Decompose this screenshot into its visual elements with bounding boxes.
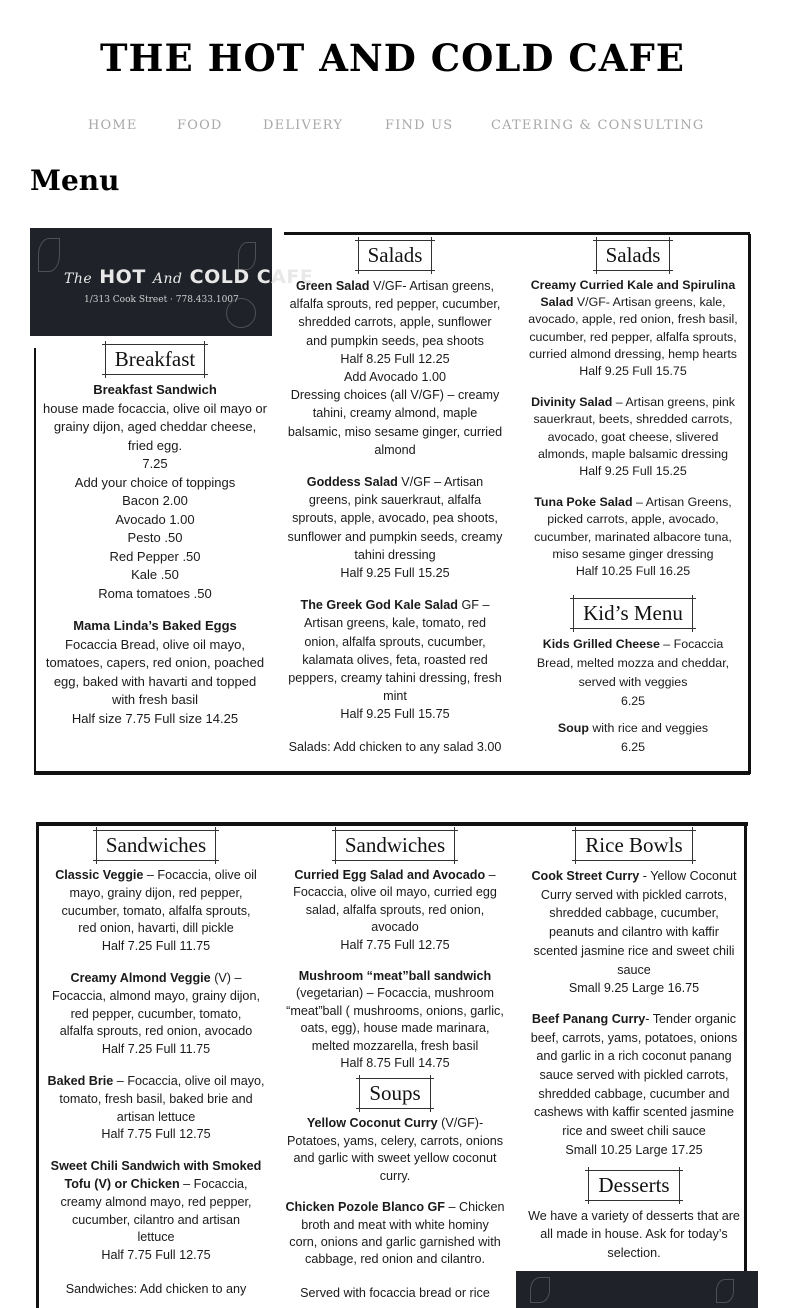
menu-item-line: alfalfa sprouts, red onion, avocado [59, 1024, 253, 1039]
menu-item-line: egg, baked with havarti and topped [53, 673, 257, 689]
menu-item-line: Focaccia, almond mayo, grainy dijon, [52, 988, 260, 1003]
menu-item-name: Baked Brie [47, 1073, 114, 1088]
leaf-icon [530, 1277, 550, 1303]
board-edge-left [34, 348, 36, 774]
board-edge-top [36, 822, 748, 826]
site-title[interactable]: THE HOT AND COLD CAFE [100, 36, 685, 80]
menu-item-line: Chicken Pozole Blanco GF – Chicken [285, 1200, 505, 1215]
soups-footer-note: Served with focaccia bread or rice [300, 1285, 490, 1300]
menu-item-line: salad, alfalfa sprouts, red onion, [305, 902, 485, 917]
board-edge-left [36, 826, 39, 1308]
menu-item-line: cucumber, red pepper, alfalfa sprouts, [529, 329, 737, 344]
menu-item-line: rice and sweet chili sauce [562, 1124, 706, 1139]
menu-item-name: Mushroom “meat”ball sandwich [298, 969, 492, 984]
menu-item-line: Salad V/GF- Artisan greens, kale, [540, 295, 726, 310]
menu-item-line: sauerkraut, beets, shredded carrots, [533, 412, 733, 427]
menu-item-line: greens, pink sauerkraut, alfalfa [308, 493, 482, 508]
menu-item-name: Tuna Poke Salad [534, 495, 633, 510]
salads-section-2 [516, 240, 750, 757]
menu-item-line: shredded cabbage, cucumber, [549, 906, 719, 921]
menu-item-line: served with veggies [578, 675, 688, 690]
nav-home[interactable]: HOME [88, 118, 138, 133]
menu-item-line: sunflower and pumpkin seeds, creamy [287, 529, 503, 544]
menu-item-line: and garlic in a rich coconut panang [536, 1049, 732, 1064]
menu-item-line: almonds, maple balsamic dressing [537, 446, 729, 461]
menu-item-name: Chicken Pozole Blanco GF [285, 1200, 446, 1215]
topping-option: Bacon 2.00 [122, 493, 188, 508]
menu-item-line: grainy dijon, aged cheddar cheese, [53, 419, 257, 434]
topping-option: Red Pepper .50 [109, 548, 201, 564]
main-nav [0, 118, 785, 138]
topping-option: Roma tomatoes .50 [98, 585, 212, 601]
menu-item-line: Bread, melted mozza and cheddar, [536, 656, 730, 671]
menu-item-line: Potatoes, yams, celery, carrots, onions [286, 1133, 504, 1148]
menu-item-name: The Greek God Kale Salad [300, 598, 458, 613]
banner-subtitle: 1/313 Cook Street · 778.433.1007 [84, 295, 239, 305]
menu-item-price: Half size 7.75 Full size 14.25 [71, 710, 239, 726]
menu-item-name: Soup [557, 721, 589, 736]
menu-item-line: “meat”ball ( mushrooms, onions, garlic, [286, 1003, 504, 1018]
salads-section-1 [278, 240, 512, 756]
menu-item-line: fried egg. [127, 437, 183, 453]
menu-item-name: Sweet Chili Sandwich with Smoked [50, 1159, 262, 1174]
breakfast-section [38, 344, 272, 728]
nav-find-us[interactable]: FIND US [385, 118, 454, 133]
menu-item-price: Half 7.25 Full 11.75 [101, 1042, 211, 1057]
menu-item-line: Focaccia, olive oil mayo, curried egg [293, 885, 497, 900]
menu-item-name: Goddess Salad [306, 475, 398, 490]
menu-item-line: Dressing choices (all V/GF) – creamy [290, 388, 500, 403]
soups-title: Soups [359, 1078, 430, 1109]
nav-delivery[interactable]: DELIVERY [263, 118, 344, 133]
menu-item-line: cucumber, tomato, alfalfa sprouts, [61, 903, 251, 918]
kids-menu-title: Kid’s Menu [573, 598, 693, 629]
sandwiches-footer-note: Sandwiches: Add chicken to any [65, 1281, 247, 1296]
menu-item-line: sauce [617, 962, 651, 977]
menu-item-line: tomatoes, capers, red onion, poached [45, 655, 265, 670]
menu-item-line: curried almond dressing, hemp hearts [529, 346, 737, 361]
nav-catering-consulting[interactable]: CATERING & CONSULTING [491, 118, 705, 133]
menu-item-line: cucumber, marinated albacore tuna, [534, 529, 732, 544]
menu-item-line: curry. [379, 1168, 411, 1183]
menu-item-line: Beef Panang Curry- Tender organic [531, 1011, 737, 1026]
menu-item-line: Soup with rice and veggies [557, 721, 709, 736]
sandwiches-section-2 [278, 830, 512, 1302]
menu-item-line: Baked Brie – Focaccia, olive oil mayo, [47, 1073, 265, 1088]
menu-item-line: red pepper, cucumber, tomato, [70, 1006, 242, 1021]
menu-item-line: scented jasmine rice and sweet chili [533, 943, 735, 958]
menu-item-line: beef, carrots, yams, potatoes, onions [530, 1030, 738, 1045]
menu-item-line: The Greek God Kale Salad GF – [300, 598, 490, 613]
menu-item-line: and pumpkin seeds, pea shoots [306, 333, 484, 348]
menu-item-line: lettuce [137, 1230, 175, 1245]
menu-item-name: Classic Veggie [55, 868, 144, 882]
menu-item-line: Artisan greens, kale, tomato, red [303, 616, 486, 631]
menu-item-line: broth and meat with white hominy [301, 1217, 489, 1232]
board-edge-bottom [34, 771, 750, 775]
menu-item-line: Curry served with pickled carrots, [540, 887, 728, 902]
menu-item-line: artisan lettuce [116, 1109, 196, 1124]
menu-item-line: picked carrots, apple, avocado, [547, 512, 719, 527]
menu-item-line: shredded carrots, apple, sunflower [298, 315, 492, 330]
leaf-icon [38, 238, 60, 272]
menu-item-price: Half 9.25 Full 15.75 [340, 707, 450, 722]
menu-item-line: kalamata olives, feta, roasted red [302, 652, 488, 667]
menu-item-line: Cook Street Curry - Yellow Coconut [531, 869, 737, 883]
menu-item-line: Add your choice of toppings [74, 474, 236, 490]
menu-item-price: 7.25 [142, 456, 168, 471]
menu-item-line: peppers, creamy tahini dressing, fresh [288, 671, 502, 686]
menu-item-price: Half 7.75 Full 12.75 [340, 937, 450, 952]
menu-item-line: avocado [371, 920, 419, 935]
menu-item-line: creamy almond mayo, red pepper, [60, 1194, 252, 1209]
menu-item-line: red onion, havarti, dill pickle [78, 921, 234, 936]
topping-option: Avocado 1.00 [115, 511, 195, 527]
cafe-photo-strip [516, 1271, 758, 1308]
salads-footer-note: Salads: Add chicken to any salad 3.00 [288, 739, 502, 754]
desserts-title: Desserts [588, 1170, 679, 1201]
menu-item-name: Green Salad [295, 279, 370, 293]
menu-item-line: Divinity Salad – Artisan greens, pink [531, 395, 735, 410]
menu-item-price: 6.25 [620, 694, 646, 709]
menu-item-name: Creamy Almond Veggie [70, 970, 211, 985]
menu-item-price: Half 8.75 Full 14.75 [340, 1056, 450, 1071]
rice-bowls-section [516, 830, 752, 1263]
menu-item-line: Kids Grilled Cheese – Focaccia [542, 637, 724, 652]
menu-item-price: 6.25 [620, 740, 646, 755]
menu-item-line: almond [374, 442, 416, 457]
menu-item-line: Goddess Salad V/GF – Artisan [306, 475, 484, 490]
menu-item-line: balsamic, miso sesame ginger, curried [287, 424, 503, 439]
menu-item-line: avocado, goat cheese, slivered [547, 429, 719, 444]
menu-item-line: Tuna Poke Salad – Artisan Greens, [534, 495, 732, 510]
menu-item-line: melted mozzarella, fresh basil [311, 1038, 479, 1053]
leaf-icon [716, 1279, 734, 1303]
menu-item-line: Curried Egg Salad and Avocado – [294, 868, 496, 882]
menu-item-price: Half 7.75 Full 12.75 [101, 1127, 211, 1142]
banner-title: The HOT And COLD CAFE [64, 266, 314, 288]
menu-item-price: Half 10.25 Full 16.25 [575, 564, 691, 579]
menu-item-price: Half 7.25 Full 11.75 [101, 939, 211, 954]
menu-item-line: all made in house. Ask for today’s [540, 1227, 728, 1242]
breakfast-title: Breakfast [105, 344, 205, 375]
menu-item-price: Half 9.25 Full 15.25 [340, 566, 450, 581]
menu-item-line: selection. [607, 1245, 661, 1260]
menu-item-line: Classic Veggie – Focaccia, olive oil [55, 868, 257, 882]
menu-item-name: Yellow Coconut Curry [306, 1116, 438, 1131]
menu-item-line: miso sesame ginger dressing [552, 546, 714, 561]
topping-option: Kale .50 [131, 567, 179, 582]
menu-item-line: onion, alfalfa sprouts, cucumber, [304, 634, 486, 649]
menu-item-line: Focaccia Bread, olive oil mayo, [65, 636, 245, 652]
menu-item-line: Creamy Almond Veggie (V) – [70, 970, 242, 985]
menu-item-price: Half 9.25 Full 15.25 [579, 464, 687, 479]
menu-item-line: sauce served with pickled carrots, [539, 1068, 729, 1083]
menu-item-line: cashews with kaffir scented jasmine [534, 1105, 734, 1120]
menu-item-line: tahini, creamy almond, maple [312, 406, 478, 421]
nav-food[interactable]: FOOD [177, 118, 223, 133]
menu-item-line: We have a variety of desserts that are [528, 1208, 740, 1223]
topping-option: Pesto .50 [127, 530, 183, 545]
menu-item-name: Curried Egg Salad and Avocado [294, 868, 486, 882]
menu-item-line: alfalfa sprouts, red pepper, cucumber, [289, 297, 501, 312]
menu-item-line: cabbage, red onion and cilantro. [305, 1252, 485, 1267]
menu-item-price: Half 8.25 Full 12.25 [340, 351, 450, 366]
menu-item-name: Breakfast Sandwich [93, 382, 217, 397]
menu-item-price: Half 9.25 Full 15.75 [579, 364, 687, 379]
menu-item-line: peanuts and cilantro with kaffir [549, 925, 719, 940]
menu-item-line: mint [383, 689, 407, 704]
menu-item-price: Half 7.75 Full 12.75 [101, 1248, 211, 1263]
menu-item-line: Add Avocado 1.00 [343, 370, 446, 385]
menu-item-line: and garlic with sweet yellow coconut [293, 1151, 497, 1166]
menu-item-price: Small 10.25 Large 17.25 [565, 1142, 703, 1157]
board-edge-top [284, 232, 750, 235]
salads-title: Salads [358, 240, 433, 271]
sandwiches-title: Sandwiches [96, 830, 216, 861]
menu-item-name: Kids Grilled Cheese [542, 637, 660, 652]
menu-item-line: cucumber, cilantro and artisan [71, 1212, 240, 1227]
menu-item-name: Divinity Salad [531, 395, 613, 410]
sandwiches-title: Sandwiches [335, 830, 455, 861]
menu-item-line: avocado, apple, red onion, fresh basil, [528, 312, 738, 327]
rice-bowls-title: Rice Bowls [575, 830, 692, 861]
sandwiches-section-1 [40, 830, 272, 1299]
menu-item-name: Mama Linda’s Baked Eggs [73, 618, 237, 633]
menu-item-line: Yellow Coconut Curry (V/GF)- [306, 1116, 484, 1131]
page-heading: Menu [30, 164, 120, 197]
menu-item-line: Tofu (V) or Chicken – Focaccia, [64, 1176, 248, 1191]
menu-item-line: shredded cabbage, cucumber and [538, 1086, 730, 1101]
menu-item-name: Cook Street Curry [531, 869, 640, 883]
cafe-banner-image [30, 228, 314, 336]
menu-item-name: Creamy Curried Kale and Spirulina [530, 278, 736, 292]
salads-title: Salads [596, 240, 671, 271]
menu-item-name: Beef Panang Curry [531, 1011, 646, 1026]
menu-item-line: mayo, grainy dijon, red pepper, [69, 885, 243, 900]
menu-item-line: corn, onions and garlic garnished with [289, 1234, 501, 1249]
menu-item-line: with fresh basil [112, 692, 198, 707]
menu-item-line: oats, egg), house made marinara, [300, 1021, 490, 1036]
menu-item-line: house made focaccia, olive oil mayo or [42, 400, 267, 416]
menu-item-line: sprouts, apple, avocado, pea shoots, [292, 511, 498, 526]
menu-item-price: Small 9.25 Large 16.75 [568, 981, 700, 996]
menu-item-line: tomato, fresh basil, baked brie and [59, 1091, 253, 1106]
menu-item-line: (vegetarian) – Focaccia, mushroom [295, 986, 495, 1001]
menu-item-line: Green Salad V/GF- Artisan greens, [295, 279, 495, 293]
menu-item-line: tahini dressing [354, 547, 436, 562]
